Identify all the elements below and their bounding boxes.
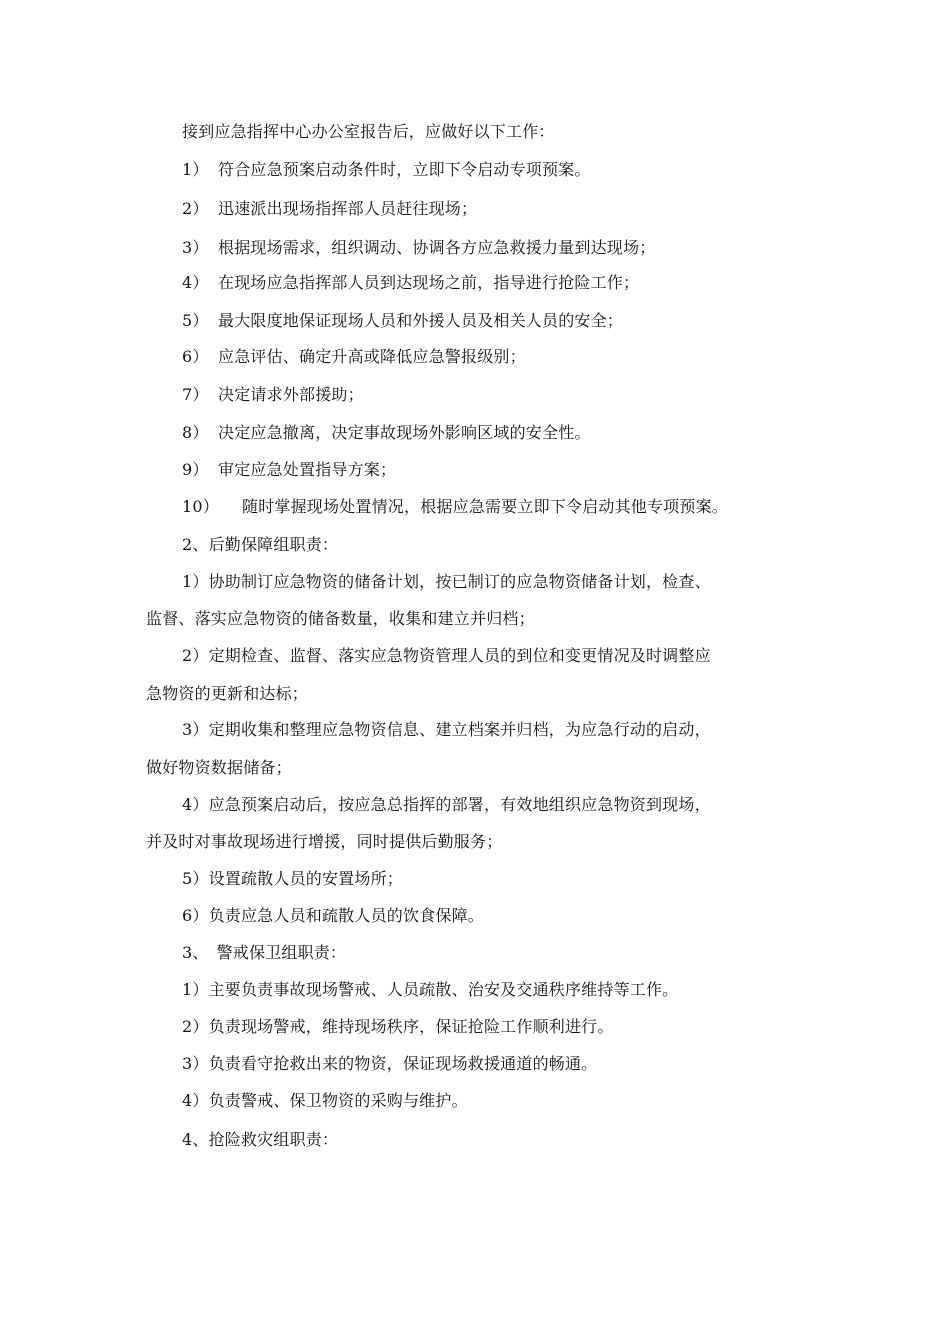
duty-item-7 <box>182 385 364 405</box>
duty-item-8 <box>182 423 591 443</box>
section-3-heading <box>182 943 346 963</box>
duty-item-4 <box>182 273 639 293</box>
list-text: 迅速派出现场指挥部人员赶往现场； <box>218 199 478 218</box>
section-2-item-5: 5）设置疏散人员的安置场所； <box>182 869 403 888</box>
list-number: 2） <box>182 199 209 218</box>
section-3-item-4: 4）负责警戒、保卫物资的采购与维护。 <box>182 1091 468 1110</box>
list-text: 决定应急撤离，决定事故现场外影响区域的安全性。 <box>218 423 591 442</box>
duty-item-2 <box>182 199 477 219</box>
list-text: 根据现场需求，组织调动、协调各方应急救援力量到达现场； <box>218 238 656 257</box>
list-number: 1） <box>182 160 209 179</box>
section-title: 警戒保卫组职责： <box>216 943 347 962</box>
section-2-item-2-line-1: 2）定期检查、监督、落实应急物资管理人员的到位和变更情况及时调整应 <box>182 646 711 665</box>
section-3-item-3: 3）负责看守抢救出来的物资，保证现场救援通道的畅通。 <box>182 1054 598 1073</box>
list-text: 审定应急处置指导方案； <box>218 460 397 479</box>
section-2-heading: 2、后勤保障组职责： <box>182 535 339 554</box>
list-text: 符合应急预案启动条件时，立即下令启动专项预案。 <box>218 160 591 179</box>
duty-item-5 <box>182 311 623 331</box>
list-number: 10） <box>182 497 219 516</box>
section-2-item-4-line-1: 4）应急预案启动后，按应急总指挥的部署，有效地组织应急物资到现场， <box>182 795 711 814</box>
section-2-item-2-line-2: 急物资的更新和达标； <box>146 684 309 703</box>
list-number: 7） <box>182 385 209 404</box>
duty-item-9 <box>182 460 396 480</box>
duty-item-10 <box>182 497 728 517</box>
duty-item-1 <box>182 160 591 180</box>
list-text: 应急评估、确定升高或降低应急警报级别； <box>218 347 526 366</box>
section-2-item-6: 6）负责应急人员和疏散人员的饮食保障。 <box>182 906 484 925</box>
list-text: 决定请求外部援助； <box>218 385 364 404</box>
list-number: 3） <box>182 238 209 257</box>
section-2-item-3-line-1: 3）定期收集和整理应急物资信息、建立档案并归档，为应急行动的启动， <box>182 720 711 739</box>
section-4-heading: 4、抢险救灾组职责： <box>182 1130 339 1149</box>
list-text: 随时掌握现场处置情况，根据应急需要立即下令启动其他专项预案。 <box>242 497 729 516</box>
list-text: 在现场应急指挥部人员到达现场之前，指导进行抢险工作； <box>218 273 640 292</box>
list-number: 6） <box>182 347 209 366</box>
section-3-item-1: 1）主要负责事故现场警戒、人员疏散、治安及交通秩序维持等工作。 <box>182 980 679 999</box>
section-2-item-3-line-2: 做好物资数据储备； <box>146 758 292 777</box>
section-2-item-1-line-2: 监督、落实应急物资的储备数量，收集和建立并归档； <box>146 609 535 628</box>
duty-item-3 <box>182 238 655 258</box>
duty-item-6 <box>182 347 526 367</box>
list-number: 8） <box>182 423 209 442</box>
section-3-item-2: 2）负责现场警戒，维持现场秩序，保证抢险工作顺利进行。 <box>182 1017 614 1036</box>
section-2-item-4-line-2: 并及时对事故现场进行增援，同时提供后勤服务； <box>146 832 503 851</box>
list-number: 5） <box>182 311 209 330</box>
section-number: 3、 <box>182 943 209 962</box>
intro-paragraph: 接到应急指挥中心办公室报告后，应做好以下工作： <box>182 122 555 141</box>
list-number: 4） <box>182 273 209 292</box>
list-number: 9） <box>182 460 209 479</box>
list-text: 最大限度地保证现场人员和外援人员及相关人员的安全； <box>218 311 624 330</box>
section-2-item-1-line-1: 1）协助制订应急物资的储备计划，按已制订的应急物资储备计划，检查、 <box>182 572 711 591</box>
